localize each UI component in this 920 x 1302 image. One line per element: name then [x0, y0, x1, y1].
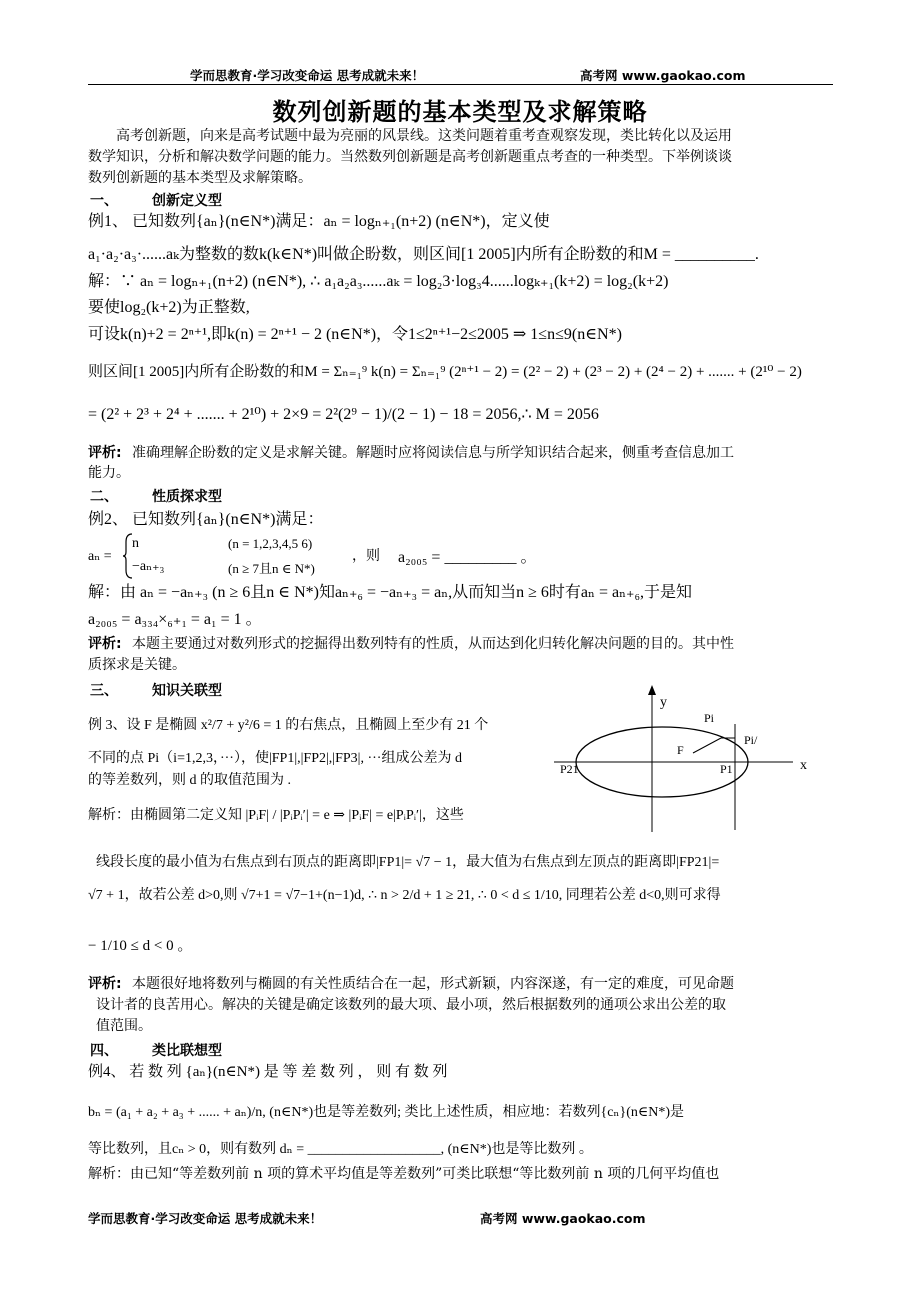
intro-line-3: 数列创新题的基本类型及求解策略。: [88, 170, 312, 186]
f-label: F: [677, 743, 684, 757]
piece-lhs: aₙ =: [88, 549, 112, 564]
comment-1-line-2: 能力。: [88, 465, 130, 481]
piece-tail-1: ，则: [352, 548, 380, 564]
comment-3-line-1: 本题很好地将数列与椭圆的有关性质结合在一起，形式新颖，内容深遂，有一定的难度，可见命题: [132, 976, 734, 992]
page-title: 数列创新题的基本类型及求解策略: [272, 98, 648, 126]
sol1-line-1: 解：∵ aₙ = logₙ₊₁(n+2) (n∈N*), ∴ a₁a₂a₃......aₖ = log₂3·log₃4......logₖ₊₁(k+2) = log₂(k+2): [88, 273, 669, 290]
sol1-line-2: 要使log₂(k+2)为正整数,: [88, 299, 250, 316]
comment-3-line-3: 值范围。: [96, 1018, 152, 1034]
section-2-title: 性质探求型: [152, 489, 222, 505]
ex4-line-2: bₙ = (a₁ + a₂ + a₃ + ...... + aₙ)/n, (n∈N*)也是等差数列; 类比上述性质，相应地：若数列{cₙ}(n∈N*)是: [88, 1105, 684, 1120]
comment-3-label: 评析:: [88, 976, 122, 992]
ellipse-figure: [548, 684, 838, 834]
sol3-line-1: 解析：由椭圆第二定义知 |PᵢF| / |PᵢPᵢ′| = e ⇒ |PᵢF| = e|PᵢPᵢ′|，这些: [88, 808, 464, 823]
piece-case-1: n: [132, 536, 139, 551]
section-1-title: 创新定义型: [152, 193, 222, 209]
section-3-title: 知识关联型: [152, 683, 222, 699]
header-left: 学而思教育·学习改变命运 思考成就未来！: [190, 68, 425, 83]
sol1-line-3: 可设k(n)+2 = 2ⁿ⁺¹,即k(n) = 2ⁿ⁺¹ − 2 (n∈N*)，令1≤2ⁿ⁺¹−2≤2005 ⇒ 1≤n≤9(n∈N*): [88, 326, 622, 343]
section-3-num: 三、: [90, 683, 118, 699]
ex1-line-2: a₁·a₂·a₃·......aₖ为整数的数k(k∈N*)叫做企盼数，则区间[1 2005]内所有企盼数的和M = __________.: [88, 246, 759, 263]
piece-tail-2: a₂₀₀₅ = _________ 。: [398, 549, 537, 566]
pi-label: Pi: [704, 711, 715, 725]
sol2-line-2: a₂₀₀₅ = a₃₃₄×₆₊₁ = a₁ = 1 。: [88, 611, 262, 628]
pi-prime-label: Pi/: [744, 733, 758, 747]
y-axis-arrow: [648, 685, 656, 695]
x-label: x: [800, 758, 807, 773]
sol3-line-3: √7 + 1，故若公差 d>0,则 √7+1 = √7−1+(n−1)d, ∴ n > 2/d + 1 ≥ 21, ∴ 0 < d ≤ 1/10, 同理若公差 d<0,则可求得: [88, 888, 721, 903]
footer-left: 学而思教育·学习改变命运 思考成就未来！: [88, 1211, 323, 1226]
sol2-line-1: 解：由 aₙ = −aₙ₊₃ (n ≥ 6且n ∈ N*)知aₙ₊₆ = −aₙ₊₃ = aₙ,从而知当n ≥ 6时有aₙ = aₙ₊₆,于是知: [88, 584, 693, 601]
section-1-num: 一、: [90, 193, 118, 209]
comment-1-label: 评析:: [88, 445, 122, 461]
comment-3-line-2: 设计者的良苦用心。解决的关键是确定该数列的最大项、最小项，然后根据数列的通项公求出公差的取: [96, 997, 726, 1013]
comment-2-line-1: 本题主要通过对数列形式的挖掘得出数列特有的性质，从而达到化归转化解决问题的目的。其中性: [132, 636, 734, 652]
header-rule: [88, 84, 833, 85]
intro-line-1: 高考创新题，向来是高考试题中最为亮丽的风景线。这类问题着重考查观察发现，类比转化以及运用: [116, 128, 732, 144]
sol4-line-1: 解析：由已知“等差数列前 n 项的算术平均值是等差数列”可类比联想“等比数列前 n 项的几何平均值也: [88, 1166, 720, 1182]
section-2-num: 二、: [90, 489, 118, 505]
section-4-num: 四、: [90, 1043, 118, 1059]
footer-right: 高考网 www.gaokao.com: [480, 1211, 646, 1226]
ex1-line-1: 例1、 已知数列{aₙ}(n∈N*)满足：aₙ = logₙ₊₁(n+2) (n∈N*)，定义使: [88, 213, 550, 230]
ex4-line-1: 例4、 若 数 列 {aₙ}(n∈N*) 是 等 差 数 列 ， 则 有 数 列: [88, 1064, 448, 1080]
ex4-line-3: 等比数列，且cₙ > 0，则有数列 dₙ = ___________________, (n∈N*)也是等比数列 。: [88, 1142, 593, 1157]
sol3-line-4: − 1/10 ≤ d < 0 。: [88, 938, 193, 954]
sol1-line-4: 则区间[1 2005]内所有企盼数的和M = Σₙ₌₁⁹ k(n) = Σₙ₌₁⁹ (2ⁿ⁺¹ − 2) = (2² − 2) + (2³ − 2) + (2⁴ − 2) + ....... + (2¹⁰ − 2): [88, 364, 802, 380]
focal-segment: [693, 738, 721, 753]
piece-cond-1: (n = 1,2,3,4,5 6): [228, 536, 313, 551]
sol3-line-2: 线段长度的最小值为右焦点到右顶点的距离即|FP1|= √7 − 1，最大值为右焦点到左顶点的距离即|FP21|=: [96, 855, 720, 870]
piece-case-2: −aₙ₊₃: [132, 559, 165, 574]
p1-label: P1: [720, 762, 733, 776]
comment-1-line-1: 准确理解企盼数的定义是求解关键。解题时应将阅读信息与所学知识结合起来，侧重考查信息加工: [132, 445, 734, 461]
ex3-line-2: 不同的点 Pi（i=1,2,3，···），使|FP1|,|FP2|,|FP3|, ···组成公差为 d: [88, 751, 462, 766]
ex3-line-3: 的等差数列，则 d 的取值范围为 .: [88, 773, 291, 788]
y-label: y: [660, 695, 667, 710]
sol1-line-5: = (2² + 2³ + 2⁴ + ....... + 2¹⁰) + 2×9 = 2²(2⁹ − 1)/(2 − 1) − 18 = 2056,∴ M = 2056: [88, 406, 599, 423]
section-4-title: 类比联想型: [152, 1043, 222, 1059]
comment-2-label: 评析:: [88, 636, 122, 652]
header-right: 高考网 www.gaokao.com: [580, 68, 746, 83]
ex3-line-1: 例 3、设 F 是椭圆 x²/7 + y²/6 = 1 的右焦点，且椭圆上至少有 21 个: [88, 718, 489, 733]
intro-line-2: 数学知识，分析和解决数学问题的能力。当然数列创新题是高考创新题重点考查的一种类型。下举例谈谈: [88, 149, 732, 165]
comment-2-line-2: 质探求是关键。: [88, 657, 186, 673]
p21-label: P21: [560, 762, 579, 776]
piece-cond-2: (n ≥ 7且n ∈ N*): [228, 561, 315, 576]
ex2-line-1: 例2、 已知数列{aₙ}(n∈N*)满足：: [88, 511, 324, 528]
